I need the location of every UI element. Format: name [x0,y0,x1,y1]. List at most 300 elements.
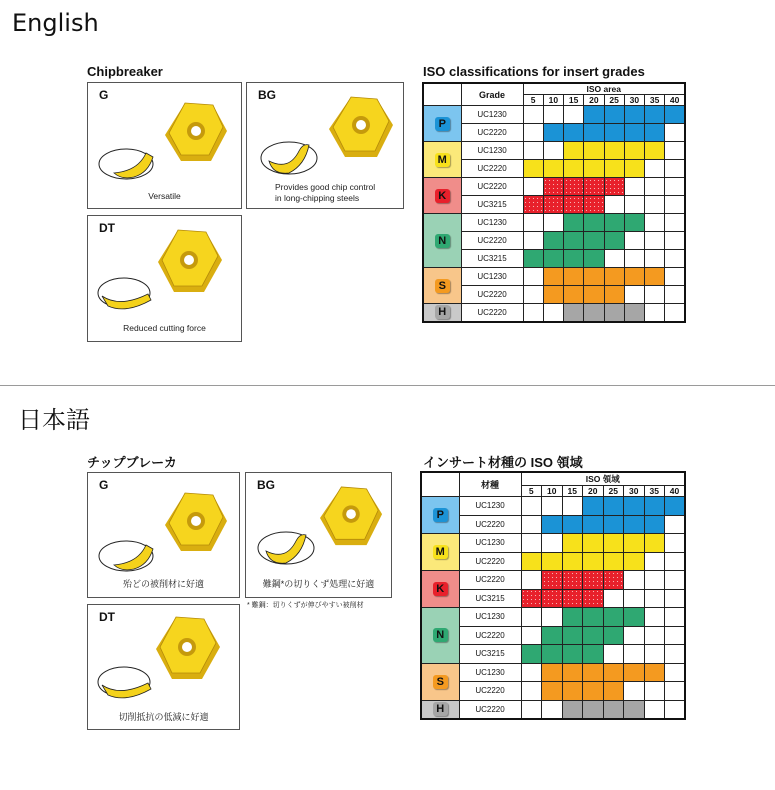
iso-area-cell [542,682,563,701]
grade-name: UC2220 [459,571,521,590]
chipbreaker-card-g [87,82,242,209]
iso-area-cell [543,268,563,286]
chipbreaker-caption: 難鋼*の切りくず処理に好適 [262,579,375,589]
insert-icon [156,228,226,296]
iso-area-cell [542,515,563,534]
grade-header: 材種 [459,472,521,497]
iso-number-header: 5 [523,95,543,106]
iso-area-cell [645,286,665,304]
iso-group-s [423,268,461,304]
grade-name: UC1230 [459,497,521,516]
iso-area-cell [543,124,563,142]
iso-area-cell [665,232,685,250]
iso-area-cell [603,663,624,682]
iso-area-cell [521,682,542,701]
grade-name: UC1230 [461,142,523,160]
iso-area-cell [624,534,645,553]
iso-area-cell [624,196,644,214]
iso-area-cell [624,214,644,232]
iso-area-cell [583,663,604,682]
iso-area-cell [665,304,685,322]
chip-shape-icon [259,137,321,179]
grade-name: UC1230 [459,663,521,682]
iso-classification-table [422,82,686,323]
iso-area-cell [665,515,686,534]
iso-area-cell [665,160,685,178]
iso-group-s [421,663,459,700]
iso-badge: K [433,582,448,596]
iso-number-header: 15 [564,95,584,106]
iso-area-cell [604,286,624,304]
iso-badge: N [435,234,450,248]
iso-area-cell [562,700,583,719]
iso-area-cell [523,286,543,304]
iso-area-cell [645,232,665,250]
iso-area-cell [604,160,624,178]
iso-area-cell [562,515,583,534]
chipbreaker-code: G [99,478,109,492]
chipbreaker-card-dt [87,604,240,730]
chip-shape-icon [256,527,318,569]
iso-badge: H [433,702,448,716]
iso-area-cell [624,589,645,608]
iso-area-cell [583,552,604,571]
iso-area-cell [562,571,583,590]
iso-area-cell [645,196,665,214]
iso-area-cell [603,589,624,608]
chipbreaker-caption: 殆どの被削材に好適 [122,579,204,589]
chipbreaker-code: DT [99,610,115,624]
iso-area-cell [521,608,542,627]
iso-area-cell [604,268,624,286]
iso-area-cell [584,106,604,124]
iso-area-cell [604,178,624,196]
iso-number-header: 30 [624,95,644,106]
chipbreaker-code: G [99,88,109,102]
chip-shape-icon [96,663,158,703]
iso-badge: M [433,545,448,559]
iso-area-cell [624,250,644,268]
iso-group-h [423,304,461,322]
iso-area-cell [584,142,604,160]
iso-area-cell [542,534,563,553]
iso-area-cell [584,196,604,214]
iso-area-cell [603,515,624,534]
iso-area-cell [583,589,604,608]
iso-area-cell [665,106,685,124]
grade-header: Grade [461,83,523,106]
iso-area-cell [583,608,604,627]
iso-area-cell [562,589,583,608]
iso-area-cell [584,304,604,322]
iso-number-header: 20 [584,95,604,106]
iso-area-cell [624,626,645,645]
iso-area-cell [604,214,624,232]
chip-shape-icon [98,143,158,183]
iso-area-cell [521,515,542,534]
iso-number-header: 20 [583,486,604,497]
iso-area-cell [665,682,686,701]
iso-area-cell [584,178,604,196]
iso-area-cell [624,286,644,304]
iso-area-cell [665,124,685,142]
iso-group-k [423,178,461,214]
iso-number-header: 10 [543,95,563,106]
iso-area-cell [562,626,583,645]
iso-area-cell [644,608,665,627]
iso-area-cell [562,534,583,553]
grade-name: UC2220 [459,515,521,534]
blank-header-cell [423,83,461,106]
iso-area-cell [665,571,686,590]
iso-area-cell [665,700,686,719]
iso-area-cell [562,552,583,571]
iso-area-cell [645,214,665,232]
iso-area-cell [543,160,563,178]
section-divider [0,385,775,386]
iso-area-cell [564,286,584,304]
iso-area-cell [665,534,686,553]
iso-area-cell [604,232,624,250]
iso-area-cell [543,304,563,322]
iso-area-cell [562,663,583,682]
iso-area-cell [521,663,542,682]
iso-area-cell [562,682,583,701]
iso-badge: S [433,675,448,689]
iso-area-cell [562,645,583,664]
iso-area-cell [583,700,604,719]
iso-area-cell [624,232,644,250]
iso-area-cell [644,571,665,590]
iso-area-cell [521,497,542,516]
iso-area-cell [645,160,665,178]
iso-area-cell [645,250,665,268]
iso-area-cell [644,663,665,682]
iso-number-header: 10 [542,486,563,497]
grade-name: UC2220 [461,124,523,142]
iso-area-cell [624,608,645,627]
iso-area-cell [665,645,686,664]
iso-area-cell [624,515,645,534]
insert-icon [318,485,386,549]
iso-area-cell [583,645,604,664]
grade-name: UC1230 [459,534,521,553]
iso-area-cell [624,645,645,664]
iso-area-cell [665,626,686,645]
iso-area-cell [624,571,645,590]
iso-area-cell [645,268,665,286]
insert-icon [327,95,397,161]
iso-area-cell [624,142,644,160]
chipbreaker-caption: 切削抵抗の低減に好適 [118,712,209,722]
iso-badge: K [435,189,450,203]
iso-group-p [421,497,459,534]
language-heading-japanese: 日本語 [18,406,90,434]
iso-area-cell [603,608,624,627]
iso-number-header: 35 [645,95,665,106]
grade-name: UC2220 [459,682,521,701]
iso-area-cell [584,250,604,268]
chipbreaker-card-dt [87,215,242,342]
iso-area-cell [521,589,542,608]
iso-area-cell [644,700,665,719]
grade-name: UC2220 [459,552,521,571]
grade-name: UC3215 [459,589,521,608]
iso-area-cell [624,124,644,142]
blank-header-cell [421,472,459,497]
chipbreaker-code: BG [257,478,275,492]
grade-name: UC1230 [461,268,523,286]
iso-area-cell [665,214,685,232]
iso-number-header: 40 [665,95,685,106]
iso-table-title: ISO classifications for insert grades [423,64,645,79]
iso-area-cell [604,142,624,160]
iso-area-header: ISO area [523,83,685,95]
iso-group-h [421,700,459,719]
iso-area-cell [543,232,563,250]
iso-area-cell [665,497,686,516]
chipbreaker-card-bg [245,472,392,598]
iso-area-cell [645,178,665,196]
iso-area-cell [523,160,543,178]
iso-area-cell [543,196,563,214]
chip-shape-icon [96,274,158,314]
iso-area-cell [603,552,624,571]
iso-area-cell [542,552,563,571]
iso-area-cell [603,534,624,553]
iso-classification-table [420,471,686,720]
iso-area-cell [644,682,665,701]
iso-area-cell [645,304,665,322]
chipbreaker-code: BG [258,88,276,102]
grade-name: UC3215 [461,250,523,268]
grade-name: UC3215 [459,645,521,664]
iso-area-cell [523,142,543,160]
iso-badge: P [433,508,448,522]
iso-area-cell [644,534,665,553]
iso-area-cell [644,645,665,664]
iso-area-cell [583,571,604,590]
iso-area-cell [564,106,584,124]
iso-area-cell [584,160,604,178]
iso-area-cell [521,700,542,719]
iso-area-cell [542,608,563,627]
iso-area-cell [584,286,604,304]
iso-area-cell [564,124,584,142]
iso-area-cell [564,178,584,196]
iso-area-cell [523,304,543,322]
iso-group-p [423,106,461,142]
grade-name: UC2220 [459,700,521,719]
iso-number-header: 15 [562,486,583,497]
iso-area-cell [604,124,624,142]
iso-area-cell [542,663,563,682]
iso-area-cell [645,142,665,160]
iso-group-m [423,142,461,178]
iso-area-cell [583,682,604,701]
iso-area-cell [665,663,686,682]
iso-number-header: 5 [521,486,542,497]
iso-group-m [421,534,459,571]
iso-area-cell [584,124,604,142]
iso-area-cell [624,106,644,124]
iso-number-header: 35 [644,486,665,497]
chipbreaker-code: DT [99,221,115,235]
iso-area-cell [665,286,685,304]
iso-area-cell [624,160,644,178]
iso-area-cell [665,268,685,286]
chipbreaker-title: チップブレーカ [87,455,177,470]
iso-area-cell [645,106,665,124]
chipbreaker-title: Chipbreaker [87,64,163,79]
iso-area-cell [603,645,624,664]
iso-area-cell [665,552,686,571]
chipbreaker-caption: Versatile [148,191,181,201]
iso-area-cell [564,232,584,250]
iso-area-cell [644,626,665,645]
iso-badge: S [435,279,450,293]
iso-group-k [421,571,459,608]
iso-badge: H [435,305,450,319]
iso-area-header: ISO 領域 [521,472,685,486]
iso-area-cell [583,534,604,553]
chipbreaker-caption: Provides good chip control in long-chipping steels [275,182,376,203]
chipbreaker-card-g [87,472,240,598]
iso-area-cell [584,232,604,250]
iso-group-n [423,214,461,268]
iso-number-header: 40 [665,486,686,497]
iso-area-cell [644,589,665,608]
iso-area-cell [542,626,563,645]
iso-area-cell [604,106,624,124]
iso-area-cell [584,214,604,232]
iso-number-header: 30 [624,486,645,497]
iso-area-cell [604,250,624,268]
iso-area-cell [665,608,686,627]
grade-name: UC2220 [461,232,523,250]
iso-number-header: 25 [604,95,624,106]
iso-group-n [421,608,459,664]
iso-area-cell [603,571,624,590]
chipbreaker-card-bg [246,82,404,209]
footnote: * 難鋼：切りくずが伸びやすい被削材 [247,602,364,609]
grade-name: UC1230 [459,608,521,627]
iso-area-cell [523,268,543,286]
iso-area-cell [603,700,624,719]
iso-area-cell [521,645,542,664]
iso-area-cell [523,178,543,196]
iso-area-cell [624,178,644,196]
iso-number-header: 25 [603,486,624,497]
grade-name: UC2220 [461,304,523,322]
iso-area-cell [543,250,563,268]
chip-shape-icon [98,535,158,575]
insert-icon [163,491,231,555]
iso-area-cell [523,214,543,232]
iso-area-cell [665,178,685,196]
iso-badge: P [435,117,450,131]
iso-area-cell [521,571,542,590]
iso-area-cell [624,497,645,516]
iso-area-cell [564,142,584,160]
grade-name: UC2220 [461,286,523,304]
iso-area-cell [624,268,644,286]
iso-area-cell [645,124,665,142]
chipbreaker-caption: Reduced cutting force [123,323,206,333]
iso-area-cell [604,196,624,214]
iso-area-cell [523,232,543,250]
iso-area-cell [543,142,563,160]
iso-badge: N [433,628,448,642]
iso-area-cell [603,682,624,701]
iso-area-cell [543,178,563,196]
iso-badge: M [435,153,450,167]
iso-area-cell [542,497,563,516]
iso-area-cell [543,214,563,232]
grade-name: UC1230 [461,214,523,232]
iso-area-cell [624,663,645,682]
iso-area-cell [665,250,685,268]
grade-name: UC3215 [461,196,523,214]
iso-area-cell [603,626,624,645]
language-heading-english: English [12,9,99,37]
iso-area-cell [583,515,604,534]
iso-area-cell [584,268,604,286]
iso-area-cell [562,497,583,516]
iso-area-cell [564,196,584,214]
insert-icon [154,615,224,683]
iso-area-cell [564,268,584,286]
iso-area-cell [564,250,584,268]
iso-area-cell [562,608,583,627]
iso-area-cell [665,142,685,160]
iso-area-cell [521,534,542,553]
iso-area-cell [521,552,542,571]
iso-area-cell [624,682,645,701]
iso-area-cell [523,124,543,142]
iso-area-cell [542,700,563,719]
iso-table-title: インサート材種の ISO 領域 [423,455,583,470]
iso-area-cell [523,250,543,268]
grade-name: UC2220 [459,626,521,645]
iso-area-cell [665,589,686,608]
iso-area-cell [624,552,645,571]
iso-area-cell [644,515,665,534]
grade-name: UC1230 [461,106,523,124]
iso-area-cell [644,497,665,516]
iso-area-cell [543,106,563,124]
iso-area-cell [523,196,543,214]
iso-area-cell [542,571,563,590]
iso-area-cell [583,626,604,645]
grade-name: UC2220 [461,160,523,178]
iso-area-cell [523,106,543,124]
insert-icon [163,101,231,165]
iso-area-cell [542,645,563,664]
iso-area-cell [564,214,584,232]
iso-area-cell [521,626,542,645]
grade-name: UC2220 [461,178,523,196]
iso-area-cell [564,304,584,322]
iso-area-cell [644,552,665,571]
iso-area-cell [543,286,563,304]
iso-area-cell [564,160,584,178]
iso-area-cell [624,700,645,719]
iso-area-cell [665,196,685,214]
iso-area-cell [583,497,604,516]
iso-area-cell [624,304,644,322]
iso-area-cell [542,589,563,608]
